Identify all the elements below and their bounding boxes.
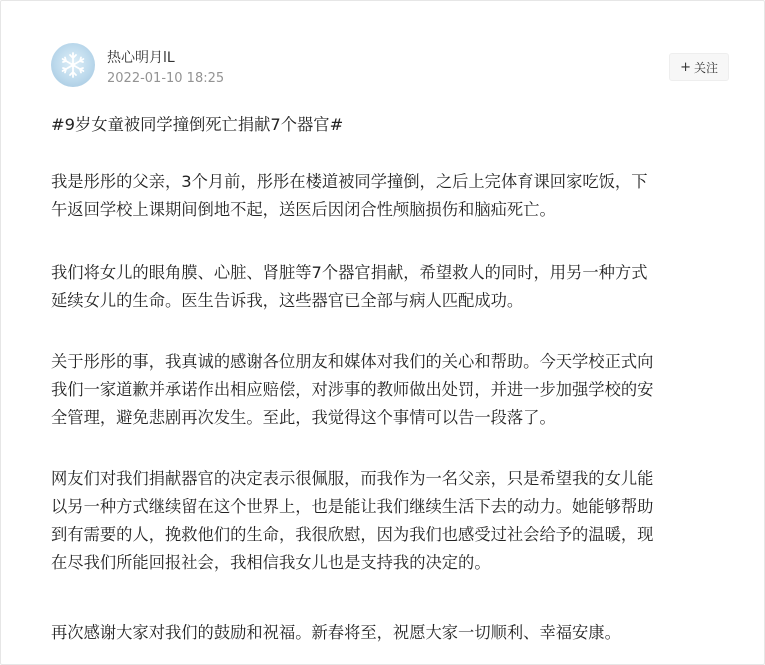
paragraph-line: 以另一种方式继续留在这个世界上，也是能让我们继续生活下去的动力。她能够帮助 xyxy=(51,497,654,516)
paragraph-line: 我们将女儿的眼角膜、心脏、肾脏等7个器官捐献，希望救人的同时，用另一种方式 xyxy=(51,263,648,282)
paragraph-line: 全管理，避免悲剧再次发生。至此，我觉得这个事情可以告一段落了。 xyxy=(51,408,556,427)
author-name[interactable]: 热心明月lL xyxy=(107,50,175,66)
paragraph-line: 延续女儿的生命。医生告诉我，这些器官已全部与病人匹配成功。 xyxy=(51,291,524,310)
post-header xyxy=(51,43,731,91)
plus-icon: + xyxy=(680,59,691,75)
paragraph-line: 再次感谢大家对我们的鼓励和祝福。新春将至，祝愿大家一切顺利、幸福安康。 xyxy=(51,623,621,642)
avatar[interactable] xyxy=(51,43,95,87)
post-paragraph xyxy=(51,168,731,224)
paragraph-line: 午返回学校上课期间倒地不起，送医后因闭合性颅脑损伤和脑疝死亡。 xyxy=(51,200,556,219)
paragraph-line: 到有需要的人，挽救他们的生命，我很欣慰，因为我们也感受过社会给予的温暖，现 xyxy=(51,525,654,544)
post-paragraph xyxy=(51,465,731,577)
follow-label: 关注 xyxy=(693,60,718,75)
paragraph-line: 网友们对我们捐献器官的决定表示很佩服，而我作为一名父亲，只是希望我的女儿能 xyxy=(51,469,654,488)
paragraph-line: 我是彤彤的父亲，3个月前，彤彤在楼道被同学撞倒，之后上完体育课回家吃饭，下 xyxy=(51,172,648,191)
snowflake-icon xyxy=(59,51,87,79)
paragraph-line: 我们一家道歉并承诺作出相应赔偿，对涉事的教师做出处罚，并进一步加强学校的安 xyxy=(51,380,654,399)
post-timestamp[interactable]: 2022-01-10 18:25 xyxy=(107,71,225,86)
post-paragraph xyxy=(51,619,731,647)
paragraph-line: 关于彤彤的事，我真诚的感谢各位朋友和媒体对我们的关心和帮助。今天学校正式向 xyxy=(51,352,654,371)
follow-button[interactable] xyxy=(669,53,729,81)
post-paragraph xyxy=(51,259,731,315)
hashtag-topic[interactable]: #9岁女童被同学撞倒死亡捐献7个器官# xyxy=(51,115,344,134)
post-paragraph xyxy=(51,348,731,432)
paragraph-line: 在尽我们所能回报社会，我相信我女儿也是支持我的决定的。 xyxy=(51,553,491,572)
